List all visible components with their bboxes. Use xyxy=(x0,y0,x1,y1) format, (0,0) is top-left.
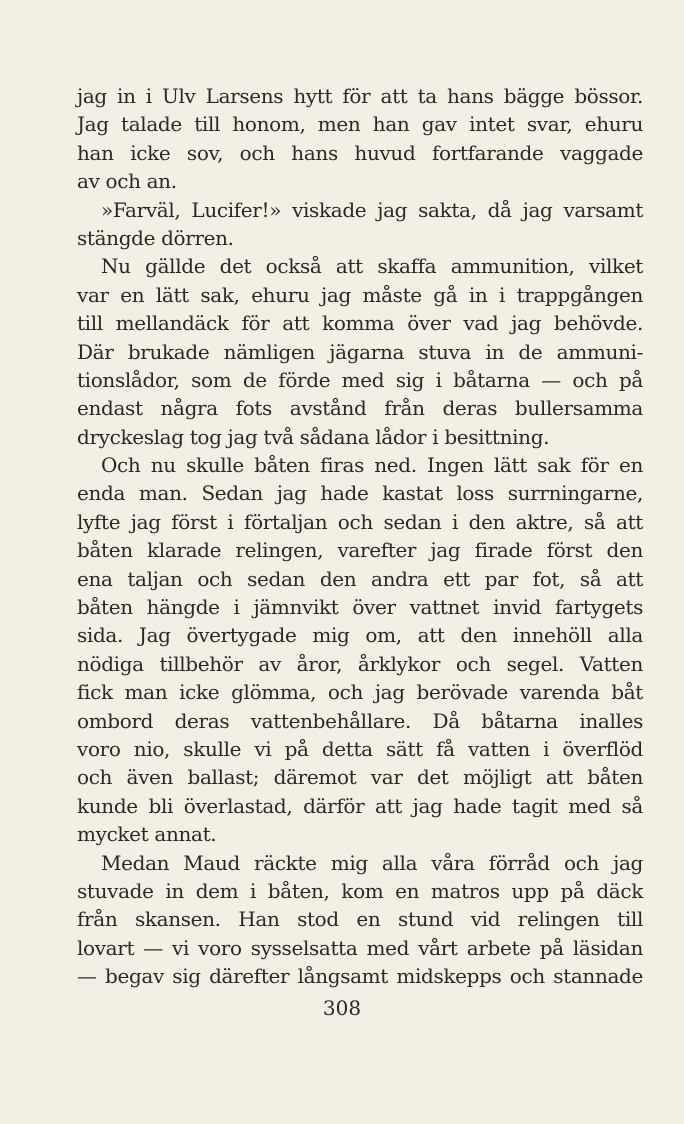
text-line: från skansen. Han stod en stund vid relingen till xyxy=(77,907,643,932)
page-number: 308 xyxy=(322,996,362,1020)
text-line: tionslådor, som de förde med sig i båtarna — och på xyxy=(77,367,643,392)
text-line: mycket annat. xyxy=(77,822,217,847)
text-line: han icke sov, och hans huvud fortfarande vaggade xyxy=(77,140,643,165)
text-line: — begav sig därefter långsamt midskepps och stannade xyxy=(77,964,643,989)
text-line: jag in i Ulv Larsens hytt för att ta hans bägge bössor. xyxy=(77,84,643,108)
text-line: fick man icke glömma, och jag berövade varenda båt xyxy=(77,680,643,705)
text-line: Och nu skulle båten firas ned. Ingen lätt sak för en xyxy=(101,453,643,478)
text-line: lovart — vi voro sysselsatta med vårt arbete på läsidan xyxy=(77,935,643,960)
text-line: stängde dörren. xyxy=(77,225,234,250)
text-line: lyfte jag först i förtaljan och sedan i den aktre, så att xyxy=(77,509,643,534)
text-line: båten hängde i jämnvikt över vattnet invid fartygets xyxy=(77,595,643,620)
text-line: dryckeslag tog jag två sådana lådor i besittning. xyxy=(77,424,550,449)
text-line: »Farväl, Lucifer!» viskade jag sakta, då jag varsamt xyxy=(101,197,643,222)
text-line: kunde bli överlastad, därför att jag hade tagit med så xyxy=(77,793,643,818)
text-line: stuvade in dem i båten, kom en matros upp på däck xyxy=(77,878,643,903)
text-line: Medan Maud räckte mig alla våra förråd och jag xyxy=(101,850,643,875)
text-line: voro nio, skulle vi på detta sätt få vatten i överflöd xyxy=(77,736,643,761)
text-line: Nu gällde det också att skaffa ammunition, vilket xyxy=(101,254,643,279)
body-text xyxy=(77,82,643,991)
text-line: endast några fots avstånd från deras bullersamma xyxy=(77,396,643,421)
text-line: sida. Jag övertygade mig om, att den innehöll alla xyxy=(77,623,643,648)
text-line: nödiga tillbehör av åror, årklykor och segel. Vatten xyxy=(77,651,643,676)
text-line: av och an. xyxy=(77,169,177,194)
text-line: Jag talade till honom, men han gav intet svar, ehuru xyxy=(77,112,643,137)
text-line: båten klarade relingen, varefter jag firade först den xyxy=(77,538,643,563)
text-line: enda man. Sedan jag hade kastat loss surrningarne, xyxy=(77,481,643,506)
text-line: ena taljan och sedan den andra ett par fot, så att xyxy=(77,566,643,591)
text-line: var en lätt sak, ehuru jag måste gå in i trappgången xyxy=(77,282,643,307)
text-line: ombord deras vattenbehållare. Då båtarna inalles xyxy=(77,708,643,733)
text-line: till mellandäck för att komma över vad jag behövde. xyxy=(77,311,643,336)
text-line: och även ballast; däremot var det möjligt att båten xyxy=(77,765,643,790)
text-line: Där brukade nämligen jägarna stuva in de ammuni- xyxy=(77,339,643,364)
